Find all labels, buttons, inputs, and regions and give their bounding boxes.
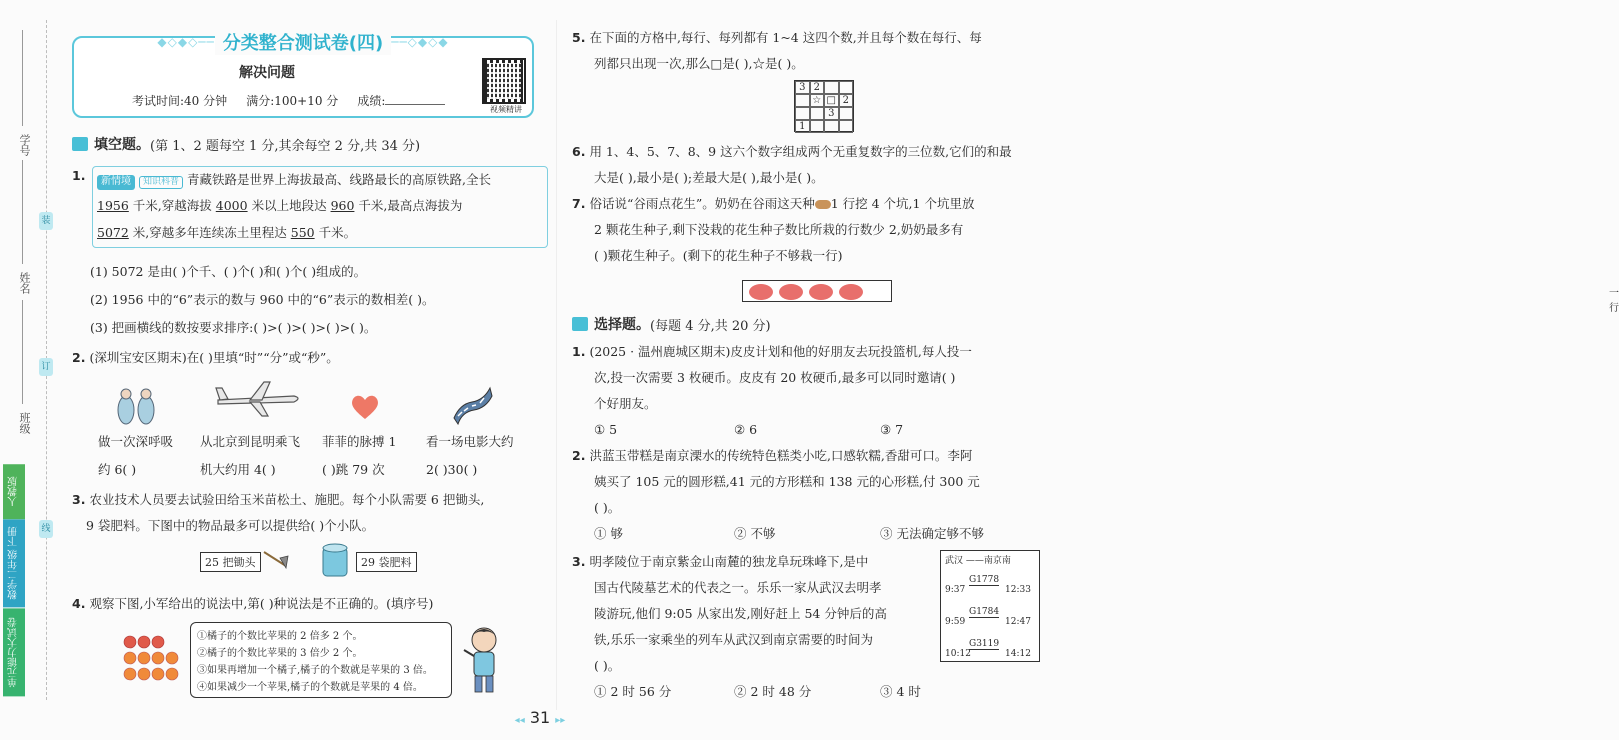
book-spine — [3, 464, 25, 696]
new-context-tag: 新情境 — [97, 175, 135, 190]
pit-icon — [779, 284, 803, 300]
q1-text: 千米,最高点海拔为 — [358, 198, 463, 213]
section-icon — [72, 137, 88, 151]
q1-number: 550 — [290, 225, 315, 240]
c3-option-3[interactable]: ③ 4 时 — [880, 684, 921, 699]
c2-option-1[interactable]: ① 够 — [594, 526, 623, 541]
c1-line-2[interactable]: 次,投一次需要 3 枚硬币。皮皮有 20 枚硬币,最多可以同时邀请( ) — [594, 370, 956, 385]
q3-line-2[interactable]: 9 袋肥料。下图中的物品最多可以提供给( )个小队。 — [86, 518, 375, 533]
c2-option-3[interactable]: ③ 无法确定够不够 — [880, 526, 984, 541]
q1-number: 5072 — [97, 225, 129, 240]
full-score: 满分:100+10 分 — [246, 94, 339, 108]
question-number: 1. — [572, 344, 586, 359]
section-title: 填空题。 — [94, 137, 150, 153]
page-subtitle: 解决问题 — [239, 65, 295, 81]
c2-text: 洪蓝玉带糕是南京溧水的传统特色糕类小吃,口感软糯,香甜可口。李阿 — [589, 448, 973, 463]
section-note: (第 1、2 题每空 1 分,其余每空 2 分,共 34 分) — [150, 138, 421, 154]
timetable-header: 武汉 ——南京南 — [945, 556, 1011, 566]
arrival-time: 14:12 — [1005, 649, 1031, 659]
qr-code-icon[interactable] — [482, 58, 526, 104]
c1-line-1 — [572, 344, 972, 360]
question-number: 6. — [572, 144, 586, 159]
binding-margin — [0, 0, 60, 740]
fertilizer-bag-icon — [320, 542, 350, 578]
grid-cell — [824, 120, 839, 133]
page-title: 分类整合测试卷(四) — [215, 29, 391, 55]
c3-text: 明孝陵位于南京紫金山南麓的独龙阜玩珠峰下,是中 — [589, 554, 869, 569]
q2-prompt[interactable]: (深圳宝安区期末)在( )里填“时”“分”或“秒”。 — [89, 350, 339, 365]
q2-item-4b[interactable]: 2( )30( ) — [426, 462, 478, 477]
grid-cell: 2 — [810, 81, 825, 94]
q2-text — [72, 350, 339, 366]
pit-icon — [809, 284, 833, 300]
timetable-row — [945, 585, 1031, 595]
grid-cell: 3 — [824, 107, 839, 120]
question-number: 1. — [72, 168, 86, 183]
section-multiple-choice — [572, 314, 771, 334]
arrival-time: 12:33 — [1005, 585, 1031, 595]
pit-icon — [749, 284, 773, 300]
grid-cell: 3 — [795, 81, 810, 94]
c1-option-2[interactable]: ② 6 — [734, 422, 758, 437]
question-number: 3. — [572, 554, 586, 569]
q5-line-2[interactable]: 列都只出现一次,那么□是( ),☆是( )。 — [594, 56, 804, 71]
question-number: 4. — [72, 596, 86, 611]
column-divider — [556, 20, 557, 710]
c3-line-4: 铁,乐乐一家乘坐的列车从武汉到南京需要的时间为 — [594, 632, 873, 647]
grid-cell — [810, 120, 825, 133]
grid-cell: 2 — [839, 94, 854, 107]
q2-item-3b[interactable]: ( )跳 79 次 — [322, 462, 385, 477]
c3-line-5[interactable]: ( )。 — [594, 658, 621, 673]
title-deco-left: ◆◇◆◇── — [157, 35, 215, 49]
grid-cell — [839, 120, 854, 133]
q2-item-1b[interactable]: 约 6( ) — [98, 462, 137, 477]
heart-icon — [350, 392, 380, 422]
q2-item-4a: 看一场电影大约 — [426, 434, 514, 449]
q1-sub-3[interactable]: (3) 把画横线的数按要求排序:( )>( )>( )>( )>( )。 — [90, 320, 377, 335]
q1-number: 4000 — [215, 198, 248, 213]
q5-text: 在下面的方格中,每行、每列都有 1~4 这四个数,并且每个数在每行、每 — [589, 30, 982, 45]
apples-oranges-icon — [120, 632, 188, 688]
student-no-line — [22, 30, 23, 126]
c2-line-3[interactable]: ( )。 — [594, 500, 621, 515]
q1-text: 千米,穿越海拔 — [132, 198, 212, 213]
statement-4: ④如果减少一个苹果,橘子的个数就是苹果的 4 倍。 — [197, 682, 423, 693]
c1-option-3[interactable]: ③ 7 — [880, 422, 904, 437]
class-line — [22, 300, 23, 404]
question-number: 2. — [572, 448, 586, 463]
hoe-count-label: 25 把锄头 — [200, 552, 261, 572]
q1-line-1 — [97, 172, 491, 190]
q6-line-2[interactable]: 大是( ),最小是( );差最大是( ),最小是( )。 — [594, 170, 824, 185]
q7-line-1 — [572, 196, 974, 212]
grid-cell — [795, 107, 810, 120]
speech-bubble — [190, 622, 452, 698]
q3-text: 农业技术人员要去试验田给玉米苗松土、施肥。每个小队需要 6 把锄头, — [89, 492, 485, 507]
q7-line-2: 2 颗花生种子,剩下没栽的花生种子数比所栽的行数少 2,奶奶最多有 — [594, 222, 964, 237]
number-grid — [794, 80, 854, 132]
breath-icon — [110, 388, 160, 428]
c2-option-2[interactable]: ② 不够 — [734, 526, 776, 541]
grid-cell — [795, 94, 810, 107]
class-label: 班级 — [18, 412, 31, 434]
boy-character-icon — [462, 624, 506, 696]
grid-cell — [839, 81, 854, 94]
train-number: G1778 — [969, 575, 1000, 585]
c3-line-1 — [572, 554, 868, 570]
departure-time: 10:12 — [945, 649, 971, 659]
timetable-row — [945, 617, 1031, 627]
q1-line-2 — [97, 198, 462, 214]
q1-sub-2[interactable]: (2) 1956 中的“6”表示的数与 960 中的“6”表示的数相差( )。 — [90, 292, 435, 307]
q3-line-1 — [72, 492, 484, 508]
q7-text: 俗话说“谷雨点花生”。奶奶在谷雨这天种 — [589, 196, 815, 211]
q1-text: 米,穿越多年连续冻土里程达 — [132, 225, 287, 240]
q1-line-3 — [97, 225, 356, 241]
name-label: 姓名 — [18, 272, 31, 294]
grid-cell: 1 — [795, 120, 810, 133]
section-title: 选择题。 — [594, 317, 650, 333]
q2-item-1a: 做一次深呼吸 — [98, 434, 174, 449]
q4-text — [72, 596, 433, 612]
c1-option-1[interactable]: ① 5 — [594, 422, 618, 437]
grid-cell — [810, 107, 825, 120]
hoe-icon — [262, 548, 288, 570]
knowledge-tag: 知识科普 — [139, 176, 183, 189]
q6-line-1 — [572, 144, 1012, 160]
fertilizer-count-label: 29 袋肥料 — [356, 552, 417, 572]
timetable-row — [945, 649, 1031, 659]
binding-mark: 装 — [39, 212, 53, 230]
student-no-label: 学号 — [18, 134, 31, 156]
question-number: 7. — [572, 196, 586, 211]
spine-series: 单元能力大试卷 — [3, 608, 25, 696]
page-deco-right: ▸▸ — [555, 715, 566, 726]
train-number: G1784 — [969, 607, 1000, 617]
section-note: (每题 4 分,共 20 分) — [650, 318, 771, 334]
q2-item-2a: 从北京到昆明乘飞 — [200, 434, 301, 449]
page-number — [510, 708, 570, 727]
section-icon — [572, 317, 588, 331]
arrival-time: 12:47 — [1005, 617, 1031, 627]
result-label: 成绩: — [357, 94, 386, 108]
grid-cell: □ — [824, 94, 839, 107]
q1-text: 青藏铁路是世界上海拔最高、线路最长的高原铁路,全长 — [186, 172, 491, 187]
c2-line-1 — [572, 448, 972, 464]
page-number-value: 31 — [529, 708, 551, 727]
c1-text: (2025 · 温州鹿城区期末)皮皮计划和他的好朋友去玩投篮机,每人投一 — [589, 344, 972, 359]
q1-number: 1956 — [97, 198, 129, 213]
q6-text: 用 1、4、5、7、8、9 这六个数字组成两个无重复数字的三位数,它们的和最 — [589, 144, 1012, 159]
qr-caption: 视频精讲 — [490, 105, 522, 114]
grid-cell: ☆ — [810, 94, 825, 107]
exam-time: 考试时间:40 分钟 — [132, 94, 228, 108]
departure-time: 9:59 — [945, 617, 966, 627]
binding-mark: 订 — [39, 358, 53, 376]
name-line — [22, 160, 23, 264]
train-timetable — [940, 550, 1040, 662]
q1-text: 千米。 — [318, 225, 357, 240]
c2-line-2: 姨买了 105 元的圆形糕,41 元的方形糕和 138 元的心形糕,付 300 元 — [594, 474, 980, 489]
section-fill-blank — [72, 134, 420, 154]
grid-cell — [839, 107, 854, 120]
q2-item-3a: 菲菲的脉搏 1 — [322, 434, 397, 449]
binding-mark: 线 — [39, 520, 53, 538]
departure-time: 9:37 — [945, 585, 966, 595]
c3-option-2[interactable]: ② 2 时 48 分 — [734, 684, 812, 699]
planting-row — [742, 280, 1619, 314]
q2-item-2b[interactable]: 机大约用 4( ) — [200, 462, 276, 477]
peanut-icon — [815, 200, 831, 209]
question-number: 5. — [572, 30, 586, 45]
airplane-icon — [214, 378, 302, 418]
statement-2: ②橘子的个数比苹果的 3 倍少 2 个。 — [197, 648, 363, 659]
pit-icon — [839, 284, 863, 300]
q7-text: 1 行挖 4 个坑,1 个坑里放 — [830, 196, 975, 211]
spine-grade: 数学二年级 下册 — [3, 519, 25, 607]
page-deco-left: ◂◂ — [514, 715, 525, 726]
statement-3: ③如果再增加一个橘子,橘子的个数就是苹果的 3 倍。 — [197, 665, 433, 676]
c1-line-3: 个好朋友。 — [594, 396, 657, 411]
exam-info — [132, 92, 445, 109]
spine-edition: 人教版 — [3, 464, 25, 519]
c3-option-1[interactable]: ① 2 时 56 分 — [594, 684, 672, 699]
result-blank[interactable] — [385, 104, 445, 105]
grid-cell — [824, 81, 839, 94]
c3-line-2: 国古代陵墓艺术的代表之一。乐乐一家从武汉去明孝 — [594, 580, 882, 595]
q1-text: 米以上地段达 — [251, 198, 327, 213]
title-deco-right: ──◇◆◇◆ — [391, 35, 449, 49]
c3-line-3: 陵游玩,他们 9:05 从家出发,刚好赶上 54 分钟后的高 — [594, 606, 887, 621]
q4-prompt[interactable]: 观察下图,小军给出的说法中,第( )种说法是不正确的。(填序号) — [89, 596, 434, 611]
row-label: 一行 — [1609, 288, 1619, 314]
statement-1: ①橘子的个数比苹果的 2 倍多 2 个。 — [197, 631, 363, 642]
question-number: 3. — [72, 492, 86, 507]
q5-line-1 — [572, 30, 982, 46]
train-number: G3119 — [969, 639, 1000, 649]
q7-line-3[interactable]: ( )颗花生种子。(剩下的花生种子不够栽一行) — [594, 248, 843, 263]
question-number: 2. — [72, 350, 86, 365]
film-reel-icon — [450, 384, 494, 424]
q1-number: 960 — [330, 198, 355, 213]
q1-sub-1[interactable]: (1) 5072 是由( )个千、( )个( )和( )个( )组成的。 — [90, 264, 367, 279]
title-banner — [70, 29, 536, 55]
